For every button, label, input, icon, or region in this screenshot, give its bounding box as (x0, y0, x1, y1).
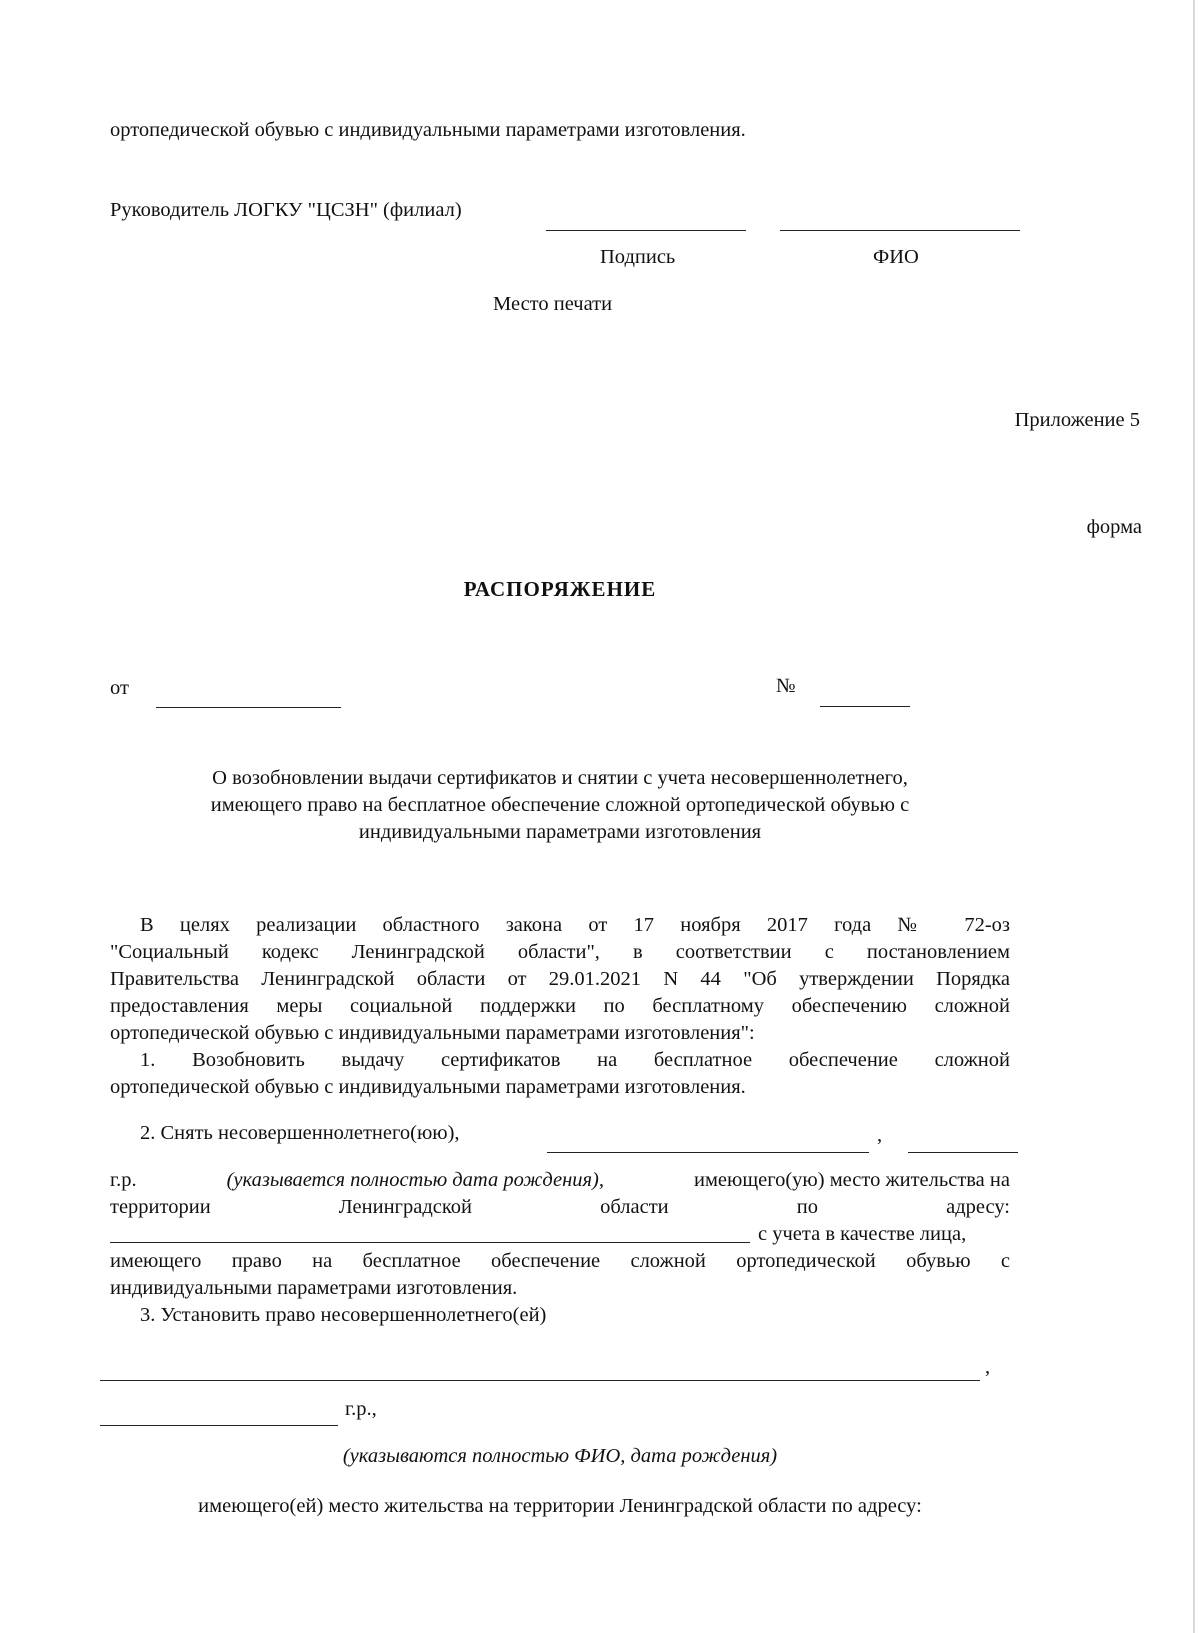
signature-caption: Подпись (600, 246, 676, 268)
item2-line-5: индивидуальными параметрами изготовления. (110, 1277, 518, 1299)
preamble-line-2: "Социальный кодекс Ленинградской области", в соответствии с постановлением (110, 941, 1010, 963)
form-label: форма (1086, 516, 1142, 538)
preamble-line-3: Правительства Ленинградской области от 29.01.2021 N 44 "Об утверждении Порядка (110, 968, 1010, 990)
name-line (780, 230, 1020, 231)
signature-line (546, 230, 746, 231)
preamble-line-4: предоставления меры социальной поддержки по бесплатному обеспечению сложной (110, 995, 1010, 1017)
item2-line-2: территории Ленинградской области по адресу: (110, 1196, 1010, 1218)
item2-line-1 (110, 1168, 1010, 1193)
item1-line-1: 1. Возобновить выдачу сертификатов на бесплатное обеспечение сложной (140, 1049, 1010, 1071)
item2-line-3: с учета в качестве лица, (758, 1223, 967, 1245)
document-title: РАСПОРЯЖЕНИЕ (463, 577, 657, 601)
item3-residence: имеющего(ей) место жительства на территории Ленинградской области по адресу: (198, 1495, 922, 1517)
item2-birth-hint: (указывается полностью дата рождения), (226, 1169, 604, 1191)
item3-lead: 3. Установить право несовершеннолетнего(ей) (140, 1304, 547, 1326)
item2-lead: 2. Снять несовершеннолетнего(юю), (140, 1122, 460, 1144)
subject-line-1: О возобновлении выдачи сертификатов и снятии с учета несовершеннолетнего, (212, 767, 908, 789)
subject-line-2: имеющего право на бесплатное обеспечение сложной ортопедической обувью с (210, 794, 910, 816)
item3-hint: (указываются полностью ФИО, дата рождения) (342, 1445, 778, 1467)
date-label: от (110, 677, 129, 699)
item2-birth-prefix: г.р. (110, 1169, 137, 1191)
subject-line-3: индивидуальными параметрами изготовления (358, 821, 762, 843)
item2-name-line (547, 1152, 869, 1153)
date-line (156, 707, 341, 708)
item2-line-4: имеющего право на бесплатное обеспечение сложной ортопедической обувью с (110, 1250, 1010, 1272)
stamp-caption: Место печати (493, 293, 613, 315)
item3-birth-line (100, 1425, 338, 1426)
item2-residence-text: имеющего(ую) место жительства на (693, 1169, 1010, 1191)
item2-date-line (908, 1152, 1018, 1153)
continuation-text: ортопедической обувью с индивидуальными параметрами изготовления. (110, 119, 746, 141)
item1-line-2: ортопедической обувью с индивидуальными параметрами изготовления. (110, 1076, 746, 1098)
item3-birth-suffix: г.р., (345, 1398, 377, 1420)
appendix-label: Приложение 5 (1014, 409, 1140, 431)
item2-comma: , (877, 1124, 883, 1146)
item2-address-line (110, 1242, 750, 1243)
preamble-line-5: ортопедической обувью с индивидуальными параметрами изготовления": (110, 1022, 755, 1044)
item3-comma: , (985, 1356, 991, 1378)
number-label: № (776, 675, 796, 697)
head-title: Руководитель ЛОГКУ "ЦСЗН" (филиал) (110, 199, 462, 221)
name-caption: ФИО (873, 246, 919, 268)
preamble-line-1: В целях реализации областного закона от 17 ноября 2017 года № 72-оз (140, 914, 1010, 936)
scan-edge (1193, 0, 1195, 1633)
item3-name-line (100, 1380, 980, 1381)
number-line (820, 706, 910, 707)
